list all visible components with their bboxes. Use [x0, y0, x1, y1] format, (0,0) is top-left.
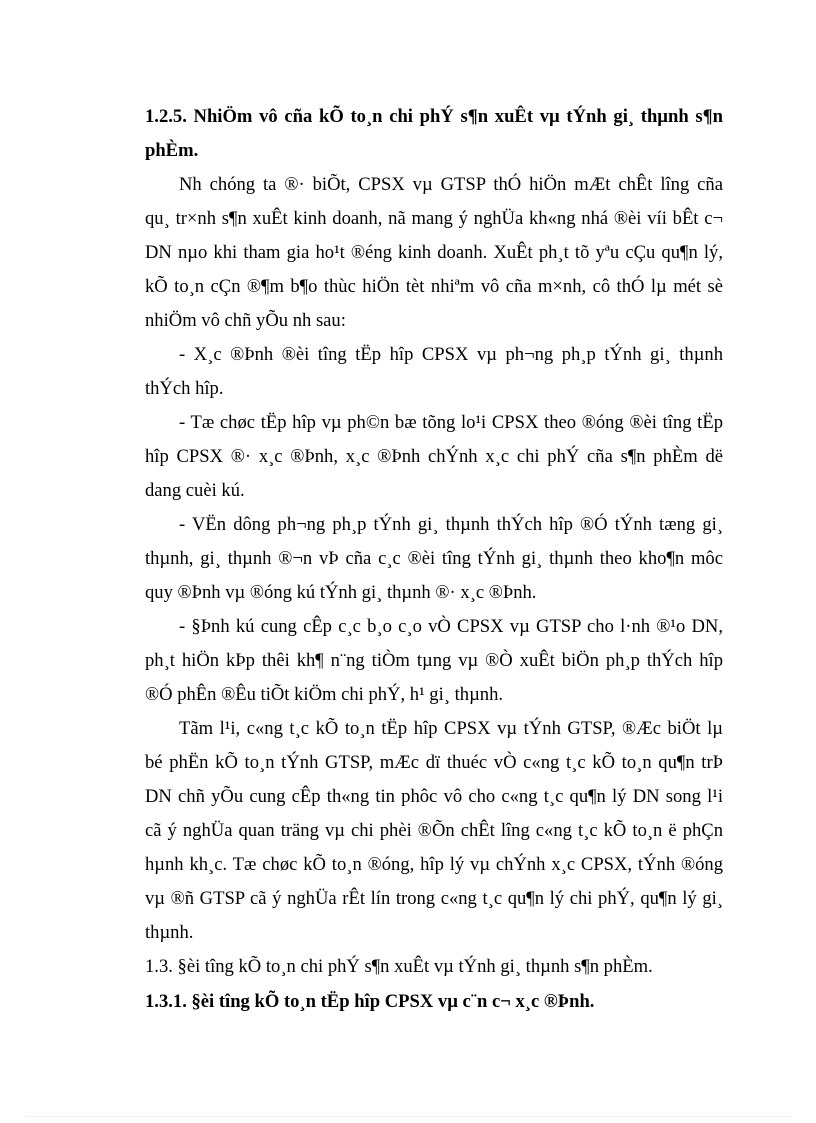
page-bottom-rule — [25, 1116, 791, 1117]
paragraph-line: DN nµo khi tham gia ho¹t ®éng kinh doanh. XuÊt ph¸t tõ yªu cÇu qu¶n lý, — [145, 242, 723, 263]
paragraph-line: kÕ to¸n cÇn ®¶m b¶o thùc hiÖn tèt nhiªm vô cña m×nh, cô thÓ lµ mét sè — [145, 276, 723, 297]
paragraph-line: bé phËn kÕ to¸n tÝnh GTSP, mÆc dï thuéc vÒ c«ng t¸c kÕ to¸n qu¶n trÞ — [145, 752, 723, 773]
paragraph-line: qu¸ tr×nh s¶n xuÊt kinh doanh, nã mang ý nghÜa kh«ng nhá ®èi víi bÊt c¬ — [145, 208, 723, 229]
list-item-continued: ph¸t hiÖn kÞp thêi kh¶ n¨ng tiÒm tµng vµ ®Ò xuÊt biÖn ph¸p thÝch hîp — [145, 650, 723, 671]
paragraph-line: thµnh. — [145, 922, 194, 943]
section-heading-1-2-5-continued: phÈm. — [145, 140, 199, 161]
list-item: - Tæ chøc tËp hîp vµ ph©n bæ tõng lo¹i CPSX theo ®óng ®èi tîng tËp — [179, 412, 723, 433]
paragraph-line: vµ ®ñ GTSP cã ý nghÜa rÊt lín trong c«ng t¸c qu¶n lý chi phÝ, qu¶n lý gi¸ — [145, 888, 723, 909]
list-item-continued: thµnh, gi¸ thµnh ®¬n vÞ cña c¸c ®èi tîng tÝnh gi¸ thµnh theo kho¶n môc — [145, 548, 723, 569]
list-item-continued: thÝch hîp. — [145, 378, 224, 399]
section-heading-1-3: 1.3. §èi tîng kÕ to¸n chi phÝ s¶n xuÊt vµ tÝnh gi¸ thµnh s¶n phÈm. — [145, 956, 653, 977]
paragraph-line: Tãm l¹i, c«ng t¸c kÕ to¸n tËp hîp CPSX vµ tÝnh GTSP, ®Æc biÖt lµ — [179, 718, 723, 739]
section-heading-1-2-5: 1.2.5. NhiÖm vô cña kÕ to¸n chi phÝ s¶n xuÊt vµ tÝnh gi¸ thµnh s¶n — [145, 106, 723, 127]
list-item-continued: hîp CPSX ®· x¸c ®Þnh, x¸c ®Þnh chÝnh x¸c chi phÝ cña s¶n phÈm dë — [145, 446, 723, 467]
list-item: - X¸c ®Þnh ®èi tîng tËp hîp CPSX vµ ph¬ng ph¸p tÝnh gi¸ thµnh — [179, 344, 723, 365]
paragraph-line: nhiÖm vô chñ yÕu nh sau: — [145, 310, 346, 331]
paragraph-line: Nh chóng ta ®· biÕt, CPSX vµ GTSP thÓ hiÖn mÆt chÊt lîng cña — [179, 174, 723, 195]
paragraph-line: DN chñ yÕu cung cÊp th«ng tin phôc vô cho c«ng t¸c qu¶n lý DN song l¹i — [145, 786, 723, 807]
section-heading-1-3-1: 1.3.1. §èi tîng kÕ to¸n tËp hîp CPSX vµ c¨n c¬ x¸c ®Þnh. — [145, 991, 595, 1012]
list-item: - §Þnh kú cung cÊp c¸c b¸o c¸o vÒ CPSX vµ GTSP cho l·nh ®¹o DN, — [179, 616, 723, 637]
list-item-continued: dang cuèi kú. — [145, 480, 245, 501]
list-item-continued: quy ®Þnh vµ ®óng kú tÝnh gi¸ thµnh ®· x¸c ®Þnh. — [145, 582, 537, 603]
paragraph-line: hµnh kh¸c. Tæ chøc kÕ to¸n ®óng, hîp lý vµ chÝnh x¸c CPSX, tÝnh ®óng — [145, 854, 723, 875]
list-item-continued: ®Ó phÊn ®Êu tiÕt kiÖm chi phÝ, h¹ gi¸ thµnh. — [145, 684, 504, 705]
paragraph-line: cã ý nghÜa quan träng vµ chi phèi ®Õn chÊt lîng c«ng t¸c kÕ to¸n ë phÇn — [145, 820, 723, 841]
list-item: - VËn dông ph¬ng ph¸p tÝnh gi¸ thµnh thÝch hîp ®Ó tÝnh tæng gi¸ — [179, 514, 723, 535]
